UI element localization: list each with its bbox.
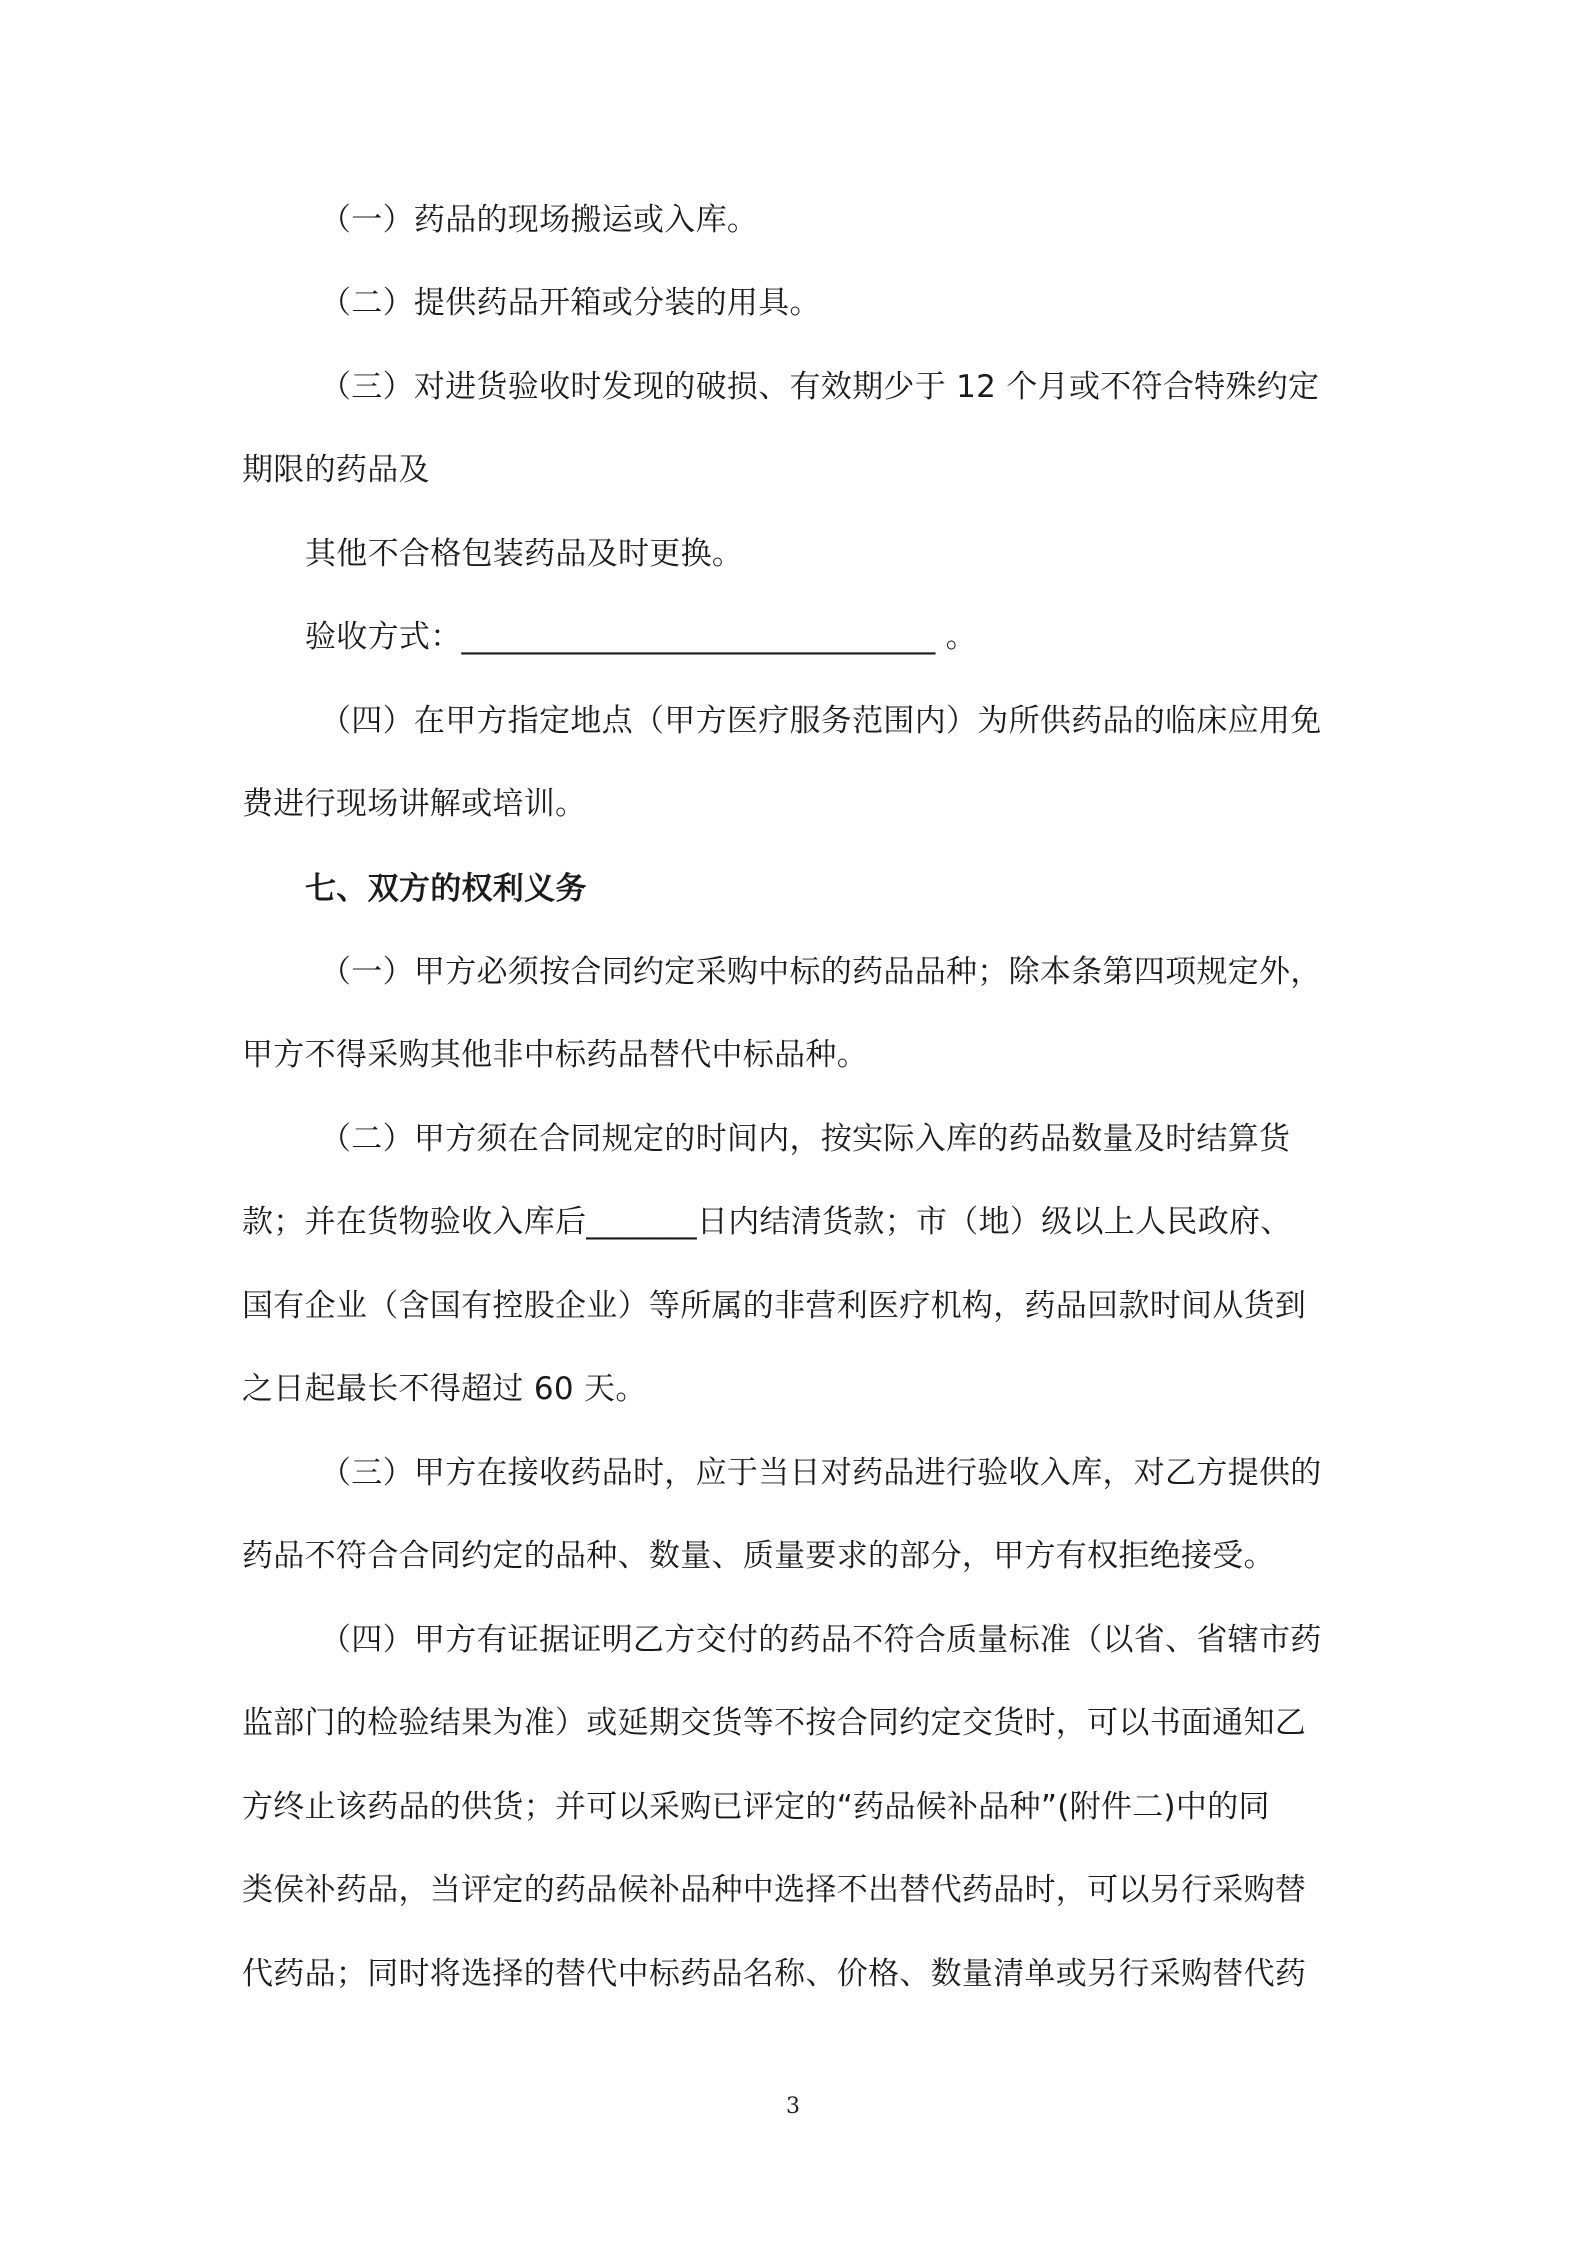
paragraph-line: 其他不合格包装药品及时更换。: [305, 536, 744, 572]
page-number: 3: [786, 2094, 800, 2119]
paragraph-line: 甲方不得采购其他非中标药品替代中标品种。: [242, 1037, 868, 1073]
paragraph-line: （二）提供药品开箱或分装的用具。: [320, 285, 821, 321]
paragraph-line: （一）药品的现场搬运或入库。: [320, 202, 759, 238]
paragraph-line: 费进行现场讲解或培训。: [242, 786, 587, 822]
paragraph-line: （三）对进货验收时发现的破损、有效期少于 12 个月或不符合特殊约定: [320, 369, 1320, 405]
paragraph-line: 监部门的检验结果为准）或延期交货等不按合同约定交货时，可以书面通知乙: [242, 1705, 1307, 1741]
paragraph-line: 药品不符合合同约定的品种、数量、质量要求的部分，甲方有权拒绝接受。: [242, 1538, 1275, 1574]
section-heading: 七、双方的权利义务: [305, 871, 587, 907]
paragraph-line: 期限的药品及: [242, 452, 430, 488]
paragraph-line: （二）甲方须在合同规定的时间内，按实际入库的药品数量及时结算货: [320, 1121, 1291, 1157]
paragraph-line: （四）甲方有证据证明乙方交付的药品不符合质量标准（以省、省辖市药: [320, 1622, 1322, 1658]
paragraph-line: （三）甲方在接收药品时，应于当日对药品进行验收入库，对乙方提供的: [320, 1455, 1322, 1491]
paragraph-line: 方终止该药品的供货；并可以采购已评定的“药品候补品种”(附件二)中的同: [242, 1789, 1270, 1825]
paragraph-line: 类侯补药品，当评定的药品候补品种中选择不出替代药品时，可以另行采购替: [242, 1872, 1307, 1908]
paragraph-line: 代药品；同时将选择的替代中标药品名称、价格、数量清单或另行采购替代药: [242, 1956, 1307, 1992]
acceptance-method-line: 验收方式：______________________________ 。: [305, 619, 977, 655]
paragraph-line: 国有企业（含国有控股企业）等所属的非营利医疗机构，药品回款时间从货到: [242, 1288, 1307, 1324]
paragraph-line: 之日起最长不得超过 60 天。: [242, 1371, 647, 1407]
payment-term-line: 款；并在货物验收入库后_______日内结清货款；市（地）级以上人民政府、: [242, 1204, 1292, 1240]
paragraph-line: （四）在甲方指定地点（甲方医疗服务范围内）为所供药品的临床应用免: [320, 703, 1322, 739]
paragraph-line: （一）甲方必须按合同约定采购中标的药品品种；除本条第四项规定外，: [320, 954, 1322, 990]
